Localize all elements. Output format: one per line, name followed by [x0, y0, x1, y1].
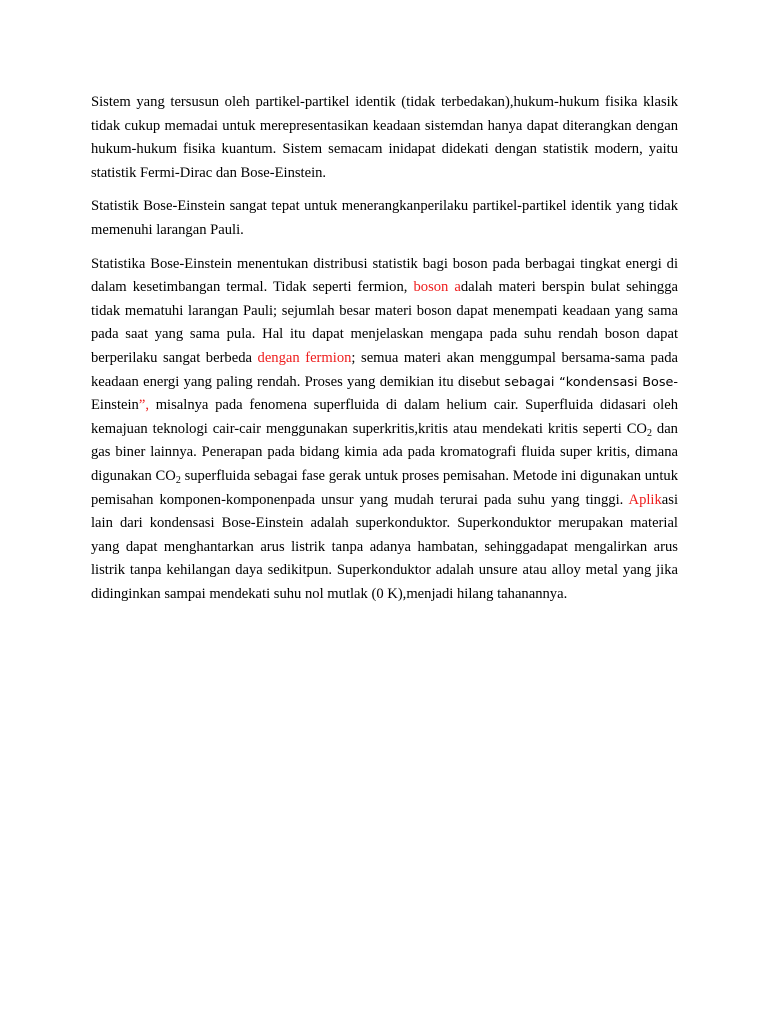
text-run: dan gas biner lainnya. Penerapan pada bidang kimia ada pada kromatografi fluida super kritis, dimana digunakan CO: [91, 420, 678, 484]
paragraph-3: [91, 253, 678, 607]
highlighted-text: ”,: [138, 397, 149, 414]
paragraph-1: Sistem yang tersusun oleh partikel-partikel identik (tidak terbedakan),hukum-hukum fisika klasik tidak cukup memadai untuk merepresentasikan keadaan sistemdan hanya dapat diterangkan dengan hukum-hukum fisika kuantum. Sistem semacam inidapat didekati dengan statistik modern, yaitu statistik Fermi-Dirac dan Bose-Einstein.: [91, 94, 678, 181]
document-page: [91, 91, 678, 616]
text-run: Statistika Bose-Einstein menentukan distribusi statistik bagi boson pada berbagai tingkat energi di dalam kesetimbangan termal. Tidak seperti fermion,: [91, 255, 678, 296]
text-run: ; semua materi akan menggumpal bersama-sama pada keadaan energi yang paling rendah. Proses yang demikian itu disebut: [91, 349, 679, 390]
highlighted-text: Aplik: [628, 491, 662, 508]
text-run: superfluida sebagai fase gerak untuk proses pemisahan. Metode ini digunakan untuk pemisahan komponen-komponenpada unsur yang mudah terurai pada suhu yang tinggi.: [91, 467, 678, 508]
highlighted-text: boson a: [413, 279, 461, 296]
alt-font-text: sebagai “kondensasi Bose-: [504, 374, 678, 390]
text-run: misalnya pada fenomena superfluida di dalam helium cair. Superfluida didasari oleh kemajuan teknologi cair-cair menggunakan superkritis,kritis atau mendekati kritis seperti CO: [91, 397, 678, 437]
text-run: Einstein: [91, 397, 139, 414]
text-run: asi lain dari kondensasi Bose-Einstein adalah superkonduktor. Superkonduktor merupakan material yang dapat menghantarkan arus listrik tanpa adanya hambatan, sehinggadapat mengalirkan arus listrik tanpa kehilangan daya sedikitpun. Superkonduktor adalah unsure atau alloy metal yang jika didinginkan sampai mendekati suhu nol mutlak (0 K),menjadi hilang tahanannya.: [91, 491, 678, 602]
subscript: 2: [175, 474, 181, 486]
text-run: dalah materi berspin bulat sehingga tidak mematuhi larangan Pauli; sejumlah besar materi boson dapat menempati keadaan yang sama pada saat yang sama pula. Hal itu dapat menjelaskan mengapa pada suhu rendah boson dapat berperilaku sangat berbeda: [91, 279, 678, 366]
paragraph-2: Statistik Bose-Einstein sangat tepat untuk menerangkanperilaku partikel-partikel identik yang tidak memenuhi larangan Pauli.: [91, 198, 678, 238]
highlighted-text: dengan fermion: [257, 349, 352, 366]
subscript: 2: [646, 427, 652, 439]
